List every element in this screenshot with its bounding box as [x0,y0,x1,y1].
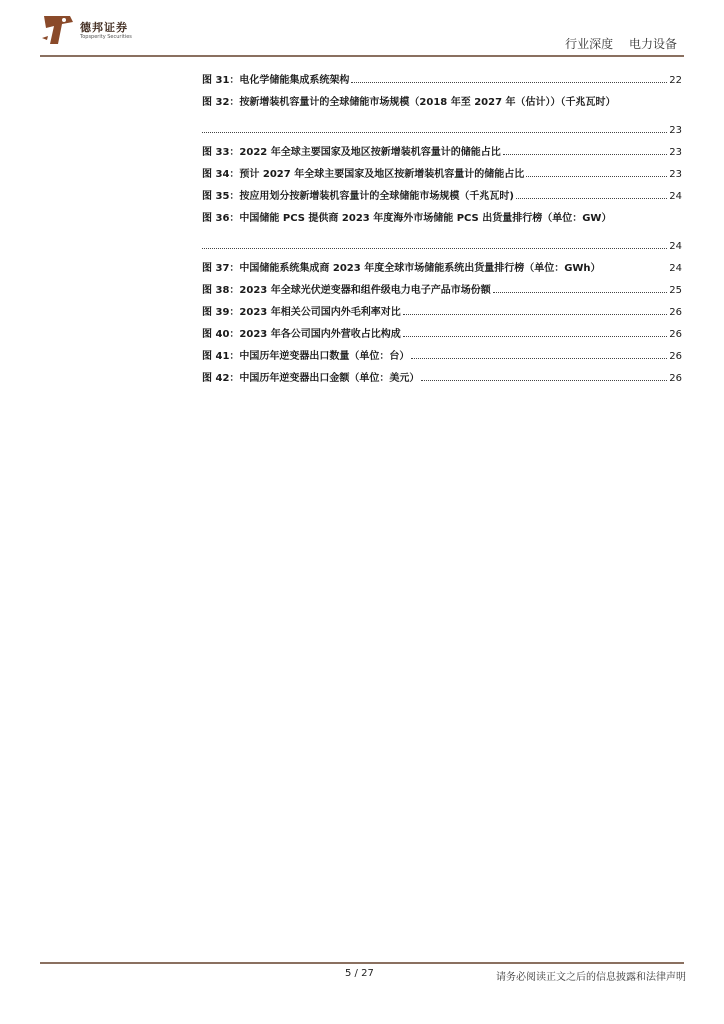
toc-entry[interactable] [202,296,682,318]
page-header [0,0,724,60]
report-category [565,35,677,52]
toc-entry-title: 图 36：中国储能 PCS 提供商 2023 年度海外市场储能 PCS 出货量排行榜（单位：GW） [202,213,612,224]
toc-entry[interactable] [202,158,682,180]
toc-leader [403,314,668,315]
toc-entry-page: 23 [669,147,682,158]
toc-entry-continuation[interactable] [202,224,682,252]
toc-leader [351,82,667,83]
report-type: 行业深度 [565,37,614,51]
toc-entry-page: 23 [669,169,682,180]
toc-entry-title: 图 31：电化学储能集成系统架构 [202,75,350,86]
page-number: 5 / 27 [345,968,374,979]
toc-entry-title: 图 42：中国历年逆变器出口金额（单位：美元） [202,373,420,384]
toc-leader [202,132,667,133]
toc-entry-page: 26 [669,329,682,340]
toc-entry-title: 图 37：中国储能系统集成商 2023 年度全球市场储能系统出货量排行榜（单位：GWh） [202,263,601,274]
toc-entry-title: 图 40：2023 年各公司国内外营收占比构成 [202,329,401,340]
toc-leader [202,248,667,249]
industry-name: 电力设备 [628,37,677,51]
toc-entry[interactable] [202,318,682,340]
toc-entry-page: 26 [669,351,682,362]
toc-leader [403,336,668,337]
toc-entry[interactable] [202,136,682,158]
toc-entry[interactable] [202,202,682,224]
toc-leader [411,358,667,359]
footer-divider [40,962,684,964]
logo-icon [40,14,76,48]
toc-leader [421,380,667,381]
toc-entry[interactable] [202,86,682,108]
toc-entry-title: 图 41：中国历年逆变器出口数量（单位：台） [202,351,410,362]
header-divider [40,55,684,57]
toc-entry-page: 22 [669,75,682,86]
toc-leader [493,292,668,293]
toc-entry-page: 26 [669,307,682,318]
disclaimer-note: 请务必阅读正文之后的信息披露和法律声明 [496,972,686,983]
toc-entry-page: 24 [669,191,682,202]
toc-leader [516,198,667,199]
toc-entry-title: 图 33：2022 年全球主要国家及地区按新增装机容量计的储能占比 [202,147,501,158]
toc-entry[interactable] [202,252,682,274]
toc-entry-page: 24 [669,241,682,252]
toc-entry[interactable] [202,64,682,86]
toc-leader [503,154,668,155]
toc-leader [526,176,667,177]
toc-entry[interactable] [202,340,682,362]
toc-entry-title: 图 38：2023 年全球光伏逆变器和组件级电力电子产品市场份额 [202,285,491,296]
toc-entry-title: 图 32：按新增装机容量计的全球储能市场规模（2018 年至 2027 年（估计））（千兆瓦时） [202,97,616,108]
toc-entry[interactable] [202,180,682,202]
toc-entry[interactable] [202,274,682,296]
toc-entry-title: 图 35：按应用划分按新增装机容量计的全球储能市场规模（千兆瓦时) [202,191,514,202]
logo-chinese-name: 德邦证券 [80,21,128,34]
toc-entry-page: 26 [669,373,682,384]
toc-entry-title: 图 39：2023 年相关公司国内外毛利率对比 [202,307,401,318]
toc-entry-page: 23 [669,125,682,136]
toc-entry-continuation[interactable] [202,108,682,136]
logo-english-name: Topsperity Securities [80,34,132,40]
toc-entry[interactable] [202,362,682,384]
figure-index [202,64,682,384]
toc-entry-page: 25 [669,285,682,296]
company-logo [40,14,160,48]
toc-entry-page: 24 [669,263,682,274]
toc-entry-title: 图 34：预计 2027 年全球主要国家及地区按新增装机容量计的储能占比 [202,169,525,180]
